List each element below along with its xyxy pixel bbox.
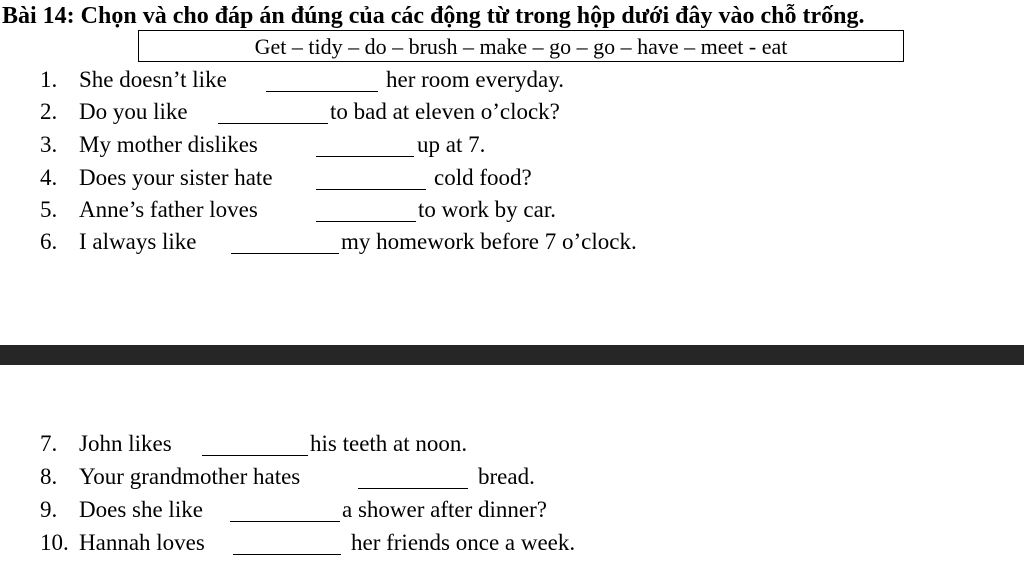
question-text-before: Do you like <box>79 99 188 124</box>
question-text-after: her room everyday. <box>386 67 564 92</box>
exercise-title: Bài 14: Chọn và cho đáp án đúng của các động từ trong hộp dưới đây vào chỗ trống. <box>2 3 865 29</box>
question-text-before: Does she like <box>79 497 203 522</box>
answer-blank[interactable] <box>266 91 378 92</box>
answer-blank[interactable] <box>230 521 340 522</box>
question-text-before: Your grandmother hates <box>79 464 301 489</box>
answer-blank[interactable] <box>231 253 339 254</box>
question-text-before: Anne’s father loves <box>79 197 258 222</box>
answer-blank[interactable] <box>316 189 426 190</box>
question-number: 1. <box>40 67 58 92</box>
question-number: 10. <box>40 530 69 555</box>
question-text-before: Does your sister hate <box>79 165 273 190</box>
answer-blank[interactable] <box>316 156 414 157</box>
question-text-after: his teeth at noon. <box>310 431 468 456</box>
answer-blank[interactable] <box>218 123 328 124</box>
question-number: 7. <box>40 431 58 456</box>
word-box: Get – tidy – do – brush – make – go – go – have – meet - eat <box>138 30 904 62</box>
question-text-before: My mother dislikes <box>79 132 258 157</box>
answer-blank[interactable] <box>358 488 468 489</box>
answer-blank[interactable] <box>316 221 416 222</box>
question-text-after: my homework before 7 o’clock. <box>341 229 637 254</box>
question-number: 6. <box>40 229 58 254</box>
divider-band <box>0 345 1024 365</box>
question-text-before: I always like <box>79 229 197 254</box>
question-number: 8. <box>40 464 58 489</box>
question-text-after: a shower after dinner? <box>342 497 547 522</box>
question-text-after: up at 7. <box>417 132 486 157</box>
answer-blank[interactable] <box>202 455 308 456</box>
answer-blank[interactable] <box>233 554 341 555</box>
question-number: 2. <box>40 99 58 124</box>
question-text-after: to work by car. <box>418 197 556 222</box>
question-number: 4. <box>40 165 58 190</box>
question-text-after: cold food? <box>434 165 532 190</box>
question-text-after: to bad at eleven o’clock? <box>330 99 560 124</box>
question-text-after: bread. <box>478 464 535 489</box>
question-number: 3. <box>40 132 58 157</box>
question-text-before: She doesn’t like <box>79 67 227 92</box>
question-text-before: Hannah loves <box>79 530 205 555</box>
question-number: 5. <box>40 197 58 222</box>
question-text-after: her friends once a week. <box>351 530 576 555</box>
question-text-before: John likes <box>79 431 172 456</box>
question-number: 9. <box>40 497 58 522</box>
